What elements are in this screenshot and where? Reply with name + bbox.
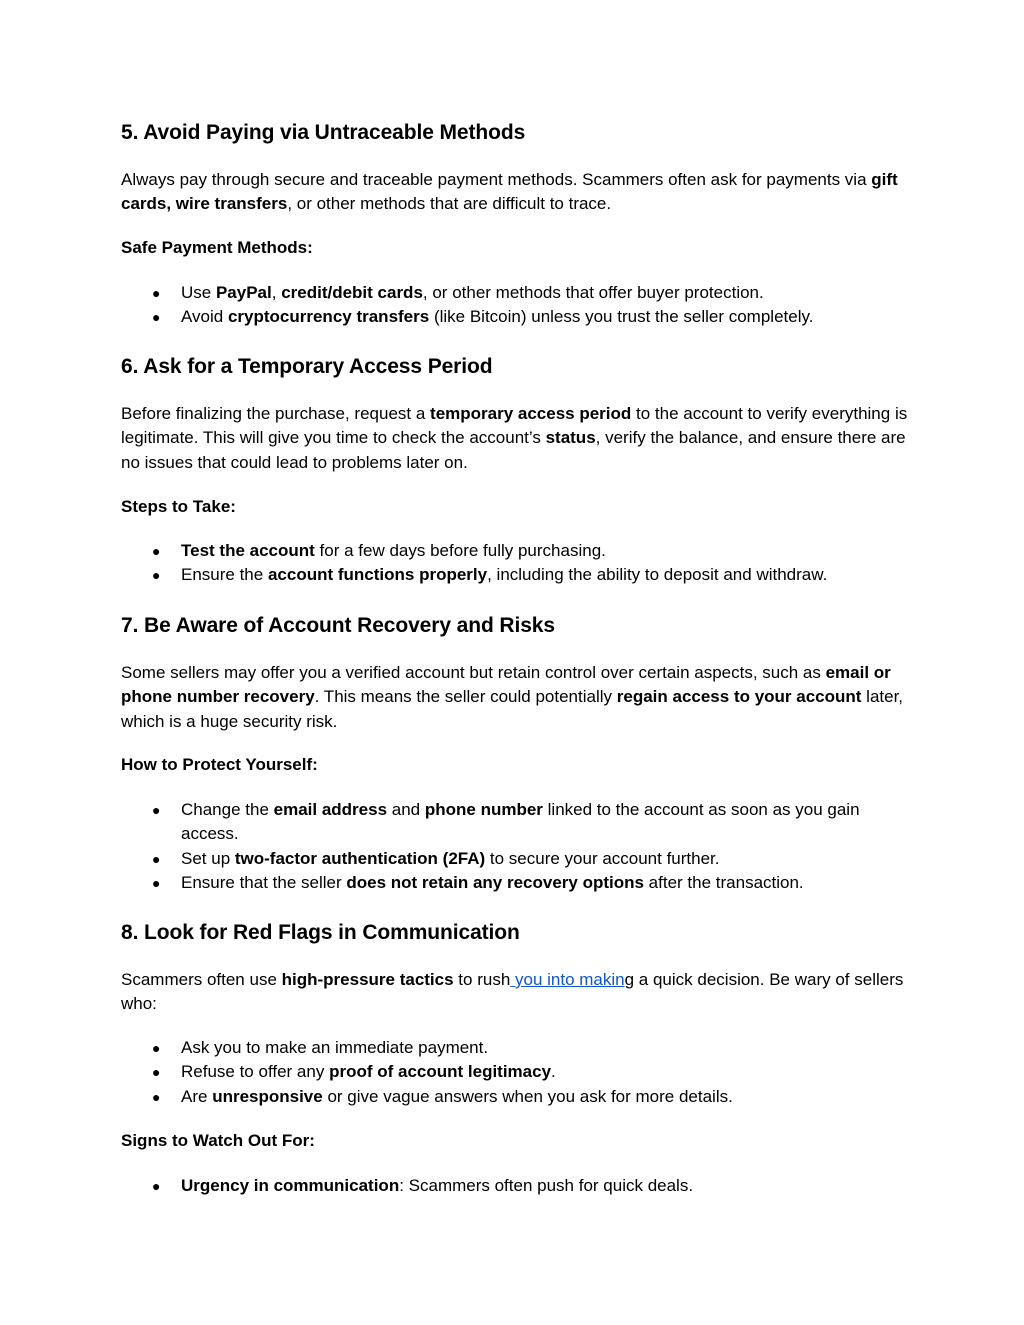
section-5-subheading: Safe Payment Methods: [121,238,313,257]
text: Some sellers may offer you a verified account but retain control over certain aspects, such as [121,663,826,682]
text: Avoid [181,307,228,327]
section-5-paragraph [121,168,911,217]
bold-text: account functions properly [267,565,488,585]
bold-text: phone number [424,800,543,819]
text: Always pay through secure and traceable payment methods. Scammers often ask for payments via [121,170,872,189]
text: . This means the seller could potentially [314,687,617,707]
bullet-icon: ● [152,1040,161,1056]
section-6-list [121,539,911,588]
text: , or other methods that offer buyer protection. [422,283,764,302]
list-item [121,281,911,305]
text: and [387,800,425,819]
text: to rush [453,970,511,989]
bullet-icon: ● [152,1178,161,1194]
section-8-paragraph [121,968,911,1017]
section-5-list [121,281,911,330]
section-8-heading: 8. Look for Red Flags in Communication [121,921,520,944]
section-7-subheading: How to Protect Yourself: [121,755,318,774]
bold-text: email address [273,800,388,819]
text: Ask you to make an immediate payment. [181,1038,489,1057]
bold-text: unresponsive [212,1086,323,1106]
bold-text: high-pressure tactics [281,970,454,989]
section-8-list [121,1036,911,1109]
bold-text: cryptocurrency transfers [227,307,430,327]
text: Set up [181,848,235,868]
bullet-icon: ● [152,802,161,818]
list-item [121,1174,911,1198]
bullet-icon: ● [152,543,161,559]
text: linked to the account as soon as you gain access. [181,800,860,844]
section-8-subheading: Signs to Watch Out For: [121,1131,315,1150]
list-item [121,798,911,847]
list-item [121,847,911,871]
bold-text: gift cards, wire transfers [121,170,898,214]
text: later, which is a huge security risk. [121,687,904,731]
section-7-paragraph [121,661,911,734]
text: Are [181,1086,213,1106]
bullet-icon: ● [152,874,161,891]
text: Ensure the [181,565,268,585]
bold-text: proof of account legitimacy [329,1062,552,1082]
text: Refuse to offer any [181,1062,330,1082]
bold-text: email or phone number recovery [121,663,891,707]
bold-text: credit/debit cards [281,283,423,302]
text: Use [181,283,216,302]
text: g a quick decision. Be wary of sellers who: [121,970,904,1014]
inline-link[interactable]: you into makin [510,970,625,989]
bold-text: regain access to your account [616,687,862,707]
text: Scammers often use [121,970,282,989]
bold-text: two-factor authentication (2FA) [234,848,486,868]
list-item [121,1085,911,1109]
text: , including the ability to deposit and withdraw. [487,565,828,585]
bold-text: Test the account [181,541,315,560]
bullet-icon: ● [152,1088,161,1105]
section-6-subheading: Steps to Take: [121,497,236,516]
section-6-heading: 6. Ask for a Temporary Access Period [121,355,493,378]
list-item [121,539,911,563]
bold-text: does not retain any recovery options [346,872,644,892]
text: Change the [181,800,274,819]
text: . [551,1062,556,1082]
bullet-icon: ● [152,850,161,867]
list-item [121,305,911,329]
list-item [121,1060,911,1084]
text: : Scammers often push for quick deals. [399,1176,694,1195]
list-item [121,871,911,895]
bullet-icon: ● [152,309,161,326]
text: after the transaction. [643,872,804,892]
text: , verify the balance, and ensure there are no issues that could lead to problems later on. [121,428,906,472]
text: to secure your account further. [485,848,720,868]
section-5-heading: 5. Avoid Paying via Untraceable Methods [121,121,526,144]
text: to the account to verify everything is legitimate. This will give you time to check the account’s [121,404,908,448]
section-7-heading: 7. Be Aware of Account Recovery and Risks [121,614,555,637]
list-item [121,563,911,587]
section-6-paragraph [121,402,911,475]
bold-text: PayPal [215,283,272,302]
section-7-list [121,798,911,895]
bold-text: status [545,428,596,448]
text: , or other methods that are difficult to trace. [287,194,612,214]
bullet-icon: ● [152,285,161,301]
text: or give vague answers when you ask for more details. [322,1086,733,1106]
bullet-icon: ● [152,567,161,584]
text: Ensure that the seller [181,872,347,892]
text: , [271,283,282,302]
list-item [121,1036,911,1060]
text: for a few days before fully purchasing. [314,541,606,560]
bold-text: temporary access period [430,404,632,423]
section-8-signs-list [121,1174,911,1198]
bullet-icon: ● [152,1064,161,1081]
text: (like Bitcoin) unless you trust the seller completely. [429,307,814,327]
bold-text: Urgency in communication [181,1176,400,1195]
text: Before finalizing the purchase, request a [121,404,431,423]
